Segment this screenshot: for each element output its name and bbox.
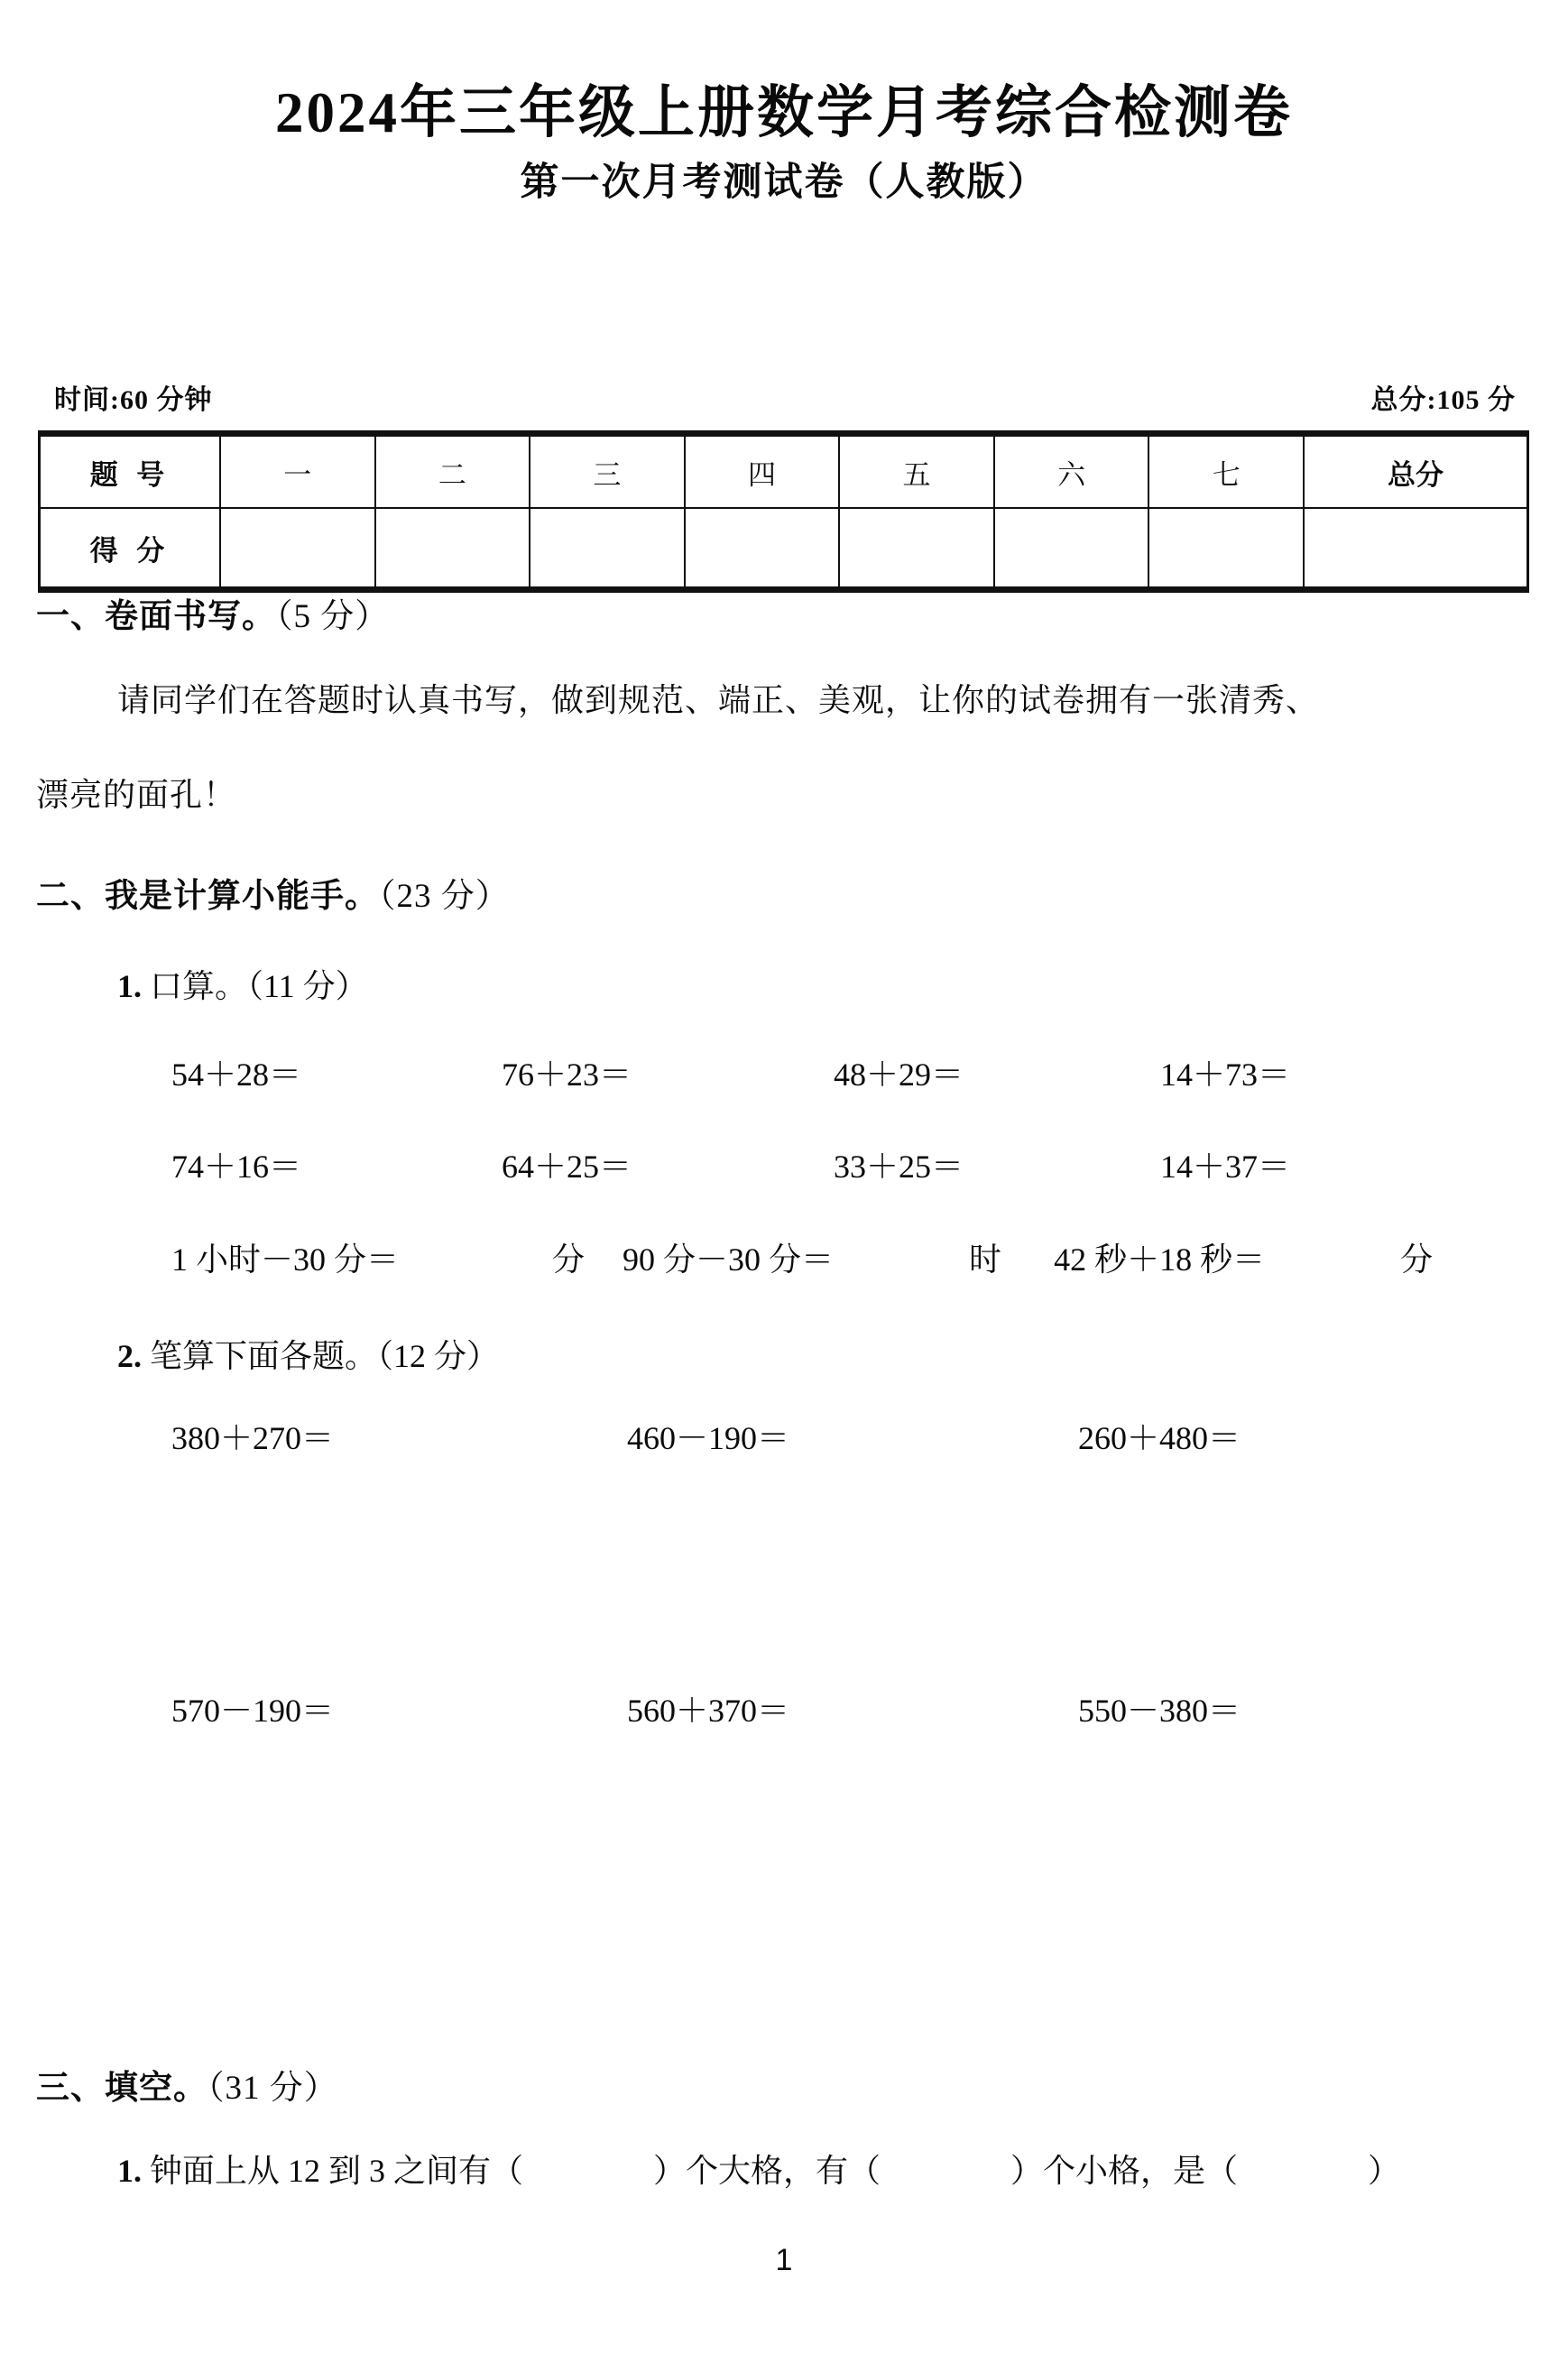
section-2-heading-text: 二、我是计算小能手。 [36, 877, 379, 914]
written-calc-row-1 [171, 1413, 1525, 1459]
column-header: 六 [994, 434, 1149, 509]
score-cell [530, 508, 685, 590]
oral-calc-row-1 [171, 1049, 1525, 1095]
section-1-body-line-2: 漂亮的面孔！ [36, 777, 237, 813]
column-header-total: 总分 [1304, 434, 1528, 509]
oral-problem: 33＋25＝ [834, 1149, 964, 1185]
question-2-2-text: 笔算下面各题。（12 分） [142, 1338, 500, 1374]
score-table [38, 430, 1529, 593]
oral-problem: 64＋25＝ [502, 1149, 632, 1185]
score-cell [375, 508, 530, 590]
question-2-1-text: 口算。（11 分） [142, 968, 368, 1004]
section-1-heading-text: 一、卷面书写。 [36, 597, 276, 634]
written-problem: 560＋370＝ [627, 1693, 790, 1729]
units-answer-unit: 分 [1400, 1241, 1434, 1278]
column-header: 四 [685, 434, 840, 509]
score-cell [839, 508, 994, 590]
question-2-2-number: 2. [117, 1338, 142, 1374]
score-cell [220, 508, 375, 590]
score-table-header-row [40, 434, 1528, 509]
oral-problem: 76＋23＝ [502, 1057, 632, 1093]
units-answer-unit: 时 [969, 1241, 1002, 1278]
section-3-heading [36, 2060, 338, 2109]
score-cell [1148, 508, 1304, 590]
written-problem: 380＋270＝ [171, 1420, 335, 1456]
column-header: 二 [375, 434, 530, 509]
column-header: 七 [1148, 434, 1304, 509]
units-problem: 90 分－30 分＝ [623, 1241, 835, 1278]
written-problem: 260＋480＝ [1078, 1420, 1241, 1456]
paper-title: 2024年三年级上册数学月考综合检测卷 [275, 81, 1293, 144]
oral-problem: 48＋29＝ [834, 1057, 964, 1093]
written-calc-row-2 [171, 1685, 1525, 1731]
total-score-label: 总分:105 分 [1370, 385, 1516, 415]
oral-problem: 54＋28＝ [171, 1057, 302, 1093]
section-1-heading [36, 588, 389, 637]
score-table-score-row [40, 508, 1528, 590]
score-cell [994, 508, 1149, 590]
score-cell [685, 508, 840, 590]
section-1-heading-score: （5 分） [276, 598, 390, 635]
section-1-body-line-1: 请同学们在答题时认真书写，做到规范、端正、美观，让你的试卷拥有一张清秀、 [117, 682, 1320, 718]
question-3-1-number: 1. [117, 2153, 142, 2189]
written-problem: 570－190＝ [171, 1693, 335, 1729]
written-problem: 460－190＝ [627, 1420, 790, 1456]
score-label: 得 分 [40, 508, 221, 590]
score-cell-total [1304, 508, 1528, 590]
units-answer-unit: 分 [552, 1241, 586, 1278]
question-3-1-text: 钟面上从 12 到 3 之间有（ ）个大格，有（ ）个小格，是（ ） [142, 2153, 1401, 2189]
page-number: 1 [775, 2243, 793, 2277]
oral-calc-row-2 [171, 1141, 1525, 1187]
section-3-heading-text: 三、填空。 [36, 2069, 208, 2106]
section-3-heading-score: （31 分） [208, 2070, 338, 2107]
time-units-row [171, 1234, 1525, 1280]
oral-problem: 14＋73＝ [1160, 1057, 1291, 1093]
column-header: 三 [530, 434, 685, 509]
question-2-1-number: 1. [117, 968, 142, 1004]
section-2-heading-score: （23 分） [379, 878, 510, 915]
oral-problem: 74＋16＝ [171, 1149, 302, 1185]
oral-problem: 14＋37＝ [1160, 1149, 1291, 1185]
question-2-1-label-line [117, 961, 368, 1007]
question-number-label: 题 号 [40, 434, 221, 509]
time-limit-label: 时间:60 分钟 [54, 385, 213, 415]
question-2-2-label-line [117, 1331, 499, 1377]
column-header: 一 [220, 434, 375, 509]
written-problem: 550－380＝ [1078, 1693, 1241, 1729]
fill-blank-question-1 [117, 2146, 1400, 2192]
section-2-heading [36, 868, 510, 917]
exam-info-row [54, 377, 1516, 417]
column-header: 五 [839, 434, 994, 509]
paper-subtitle: 第一次月考测试卷（人教版） [520, 162, 1048, 204]
units-problem: 1 小时－30 分＝ [171, 1241, 400, 1278]
units-problem: 42 秒＋18 秒＝ [1054, 1241, 1266, 1278]
